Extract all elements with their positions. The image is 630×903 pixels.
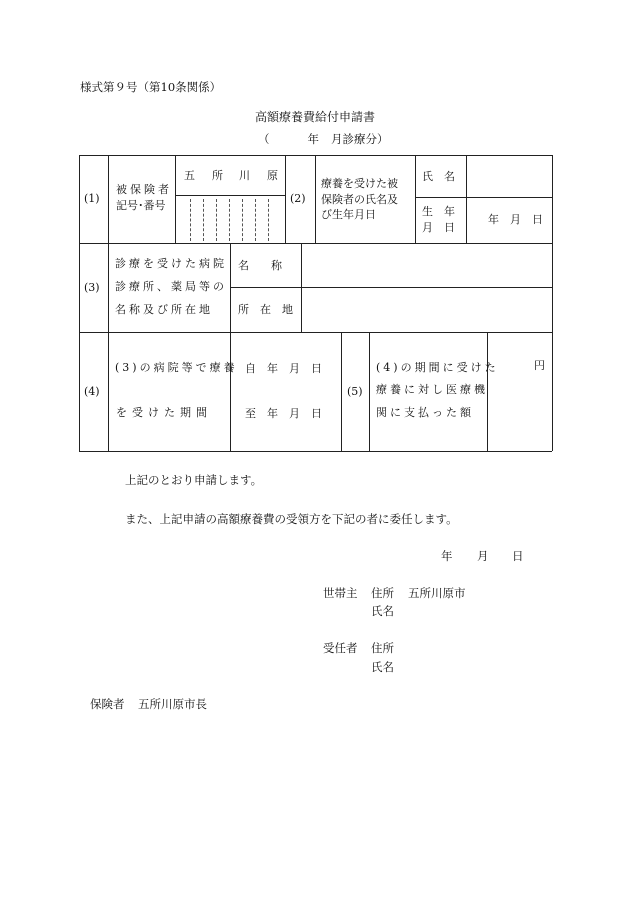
row-number-5: (5)	[347, 385, 363, 398]
birth-label-line1: 生 年	[422, 205, 455, 218]
date-year-label: 年	[441, 549, 453, 563]
table-line	[341, 332, 342, 451]
insurer-value: 五所川原市長	[138, 697, 207, 711]
table-line	[79, 451, 552, 452]
facility-name-label: 名 称	[238, 259, 282, 272]
householder-name-label: 氏名	[371, 604, 394, 618]
city-char: 川	[239, 169, 250, 182]
row-number-3: (3)	[84, 281, 100, 294]
facility-address-label: 所 在 地	[238, 303, 293, 316]
form-number-label: 様式第９号（第10条関係）	[80, 80, 222, 94]
patient-label-line3: び生年月日	[321, 208, 376, 221]
row-number-2: (2)	[290, 192, 306, 205]
hospital-label-line3: 名称及び所在地	[115, 303, 213, 316]
name-label: 氏 名	[422, 170, 455, 183]
digit-divider	[268, 199, 269, 241]
insurer-label: 保険者	[90, 697, 125, 711]
city-char: 原	[267, 169, 278, 182]
table-line	[285, 155, 286, 243]
table-line	[79, 332, 552, 333]
treatment-period-label-line2: を受けた期間	[116, 406, 212, 419]
table-line	[315, 155, 316, 243]
yen-unit: 円	[534, 359, 545, 372]
period-year-label: 年	[307, 132, 319, 146]
table-line	[466, 155, 467, 243]
table-line	[79, 155, 80, 451]
patient-label-line1: 療養を受けた被	[321, 177, 398, 190]
period-open-paren: （	[258, 132, 270, 146]
paid-amount-label-line3: 関に支払った額	[376, 406, 474, 419]
period-from-field: 自 年 月 日	[245, 362, 322, 375]
hospital-label-line2: 診療所、薬局等の	[115, 280, 227, 293]
treatment-period-label-line1: (3)の病院等で療養	[115, 361, 238, 374]
householder-address-label: 住所	[371, 586, 394, 600]
city-char: 所	[212, 169, 223, 182]
table-line	[230, 243, 231, 451]
table-line	[552, 155, 553, 451]
digit-divider	[229, 199, 230, 241]
paid-amount-label-line2: 療養に対し医療機	[376, 383, 488, 396]
table-line	[175, 195, 285, 196]
householder-role: 世帯主	[323, 586, 358, 600]
date-day-label: 日	[512, 549, 524, 563]
table-line	[301, 243, 302, 332]
delegate-name-label: 氏名	[371, 660, 394, 674]
application-statement: 上記のとおり申請します。	[125, 473, 263, 487]
digit-divider	[242, 199, 243, 241]
table-line	[230, 287, 552, 288]
table-line	[415, 197, 552, 198]
digit-divider	[203, 199, 204, 241]
city-char: 五	[184, 169, 195, 182]
paid-amount-label-line1: (4)の期間に受けた	[376, 361, 499, 374]
digit-divider	[255, 199, 256, 241]
table-line	[415, 155, 416, 243]
date-month-label: 月	[477, 549, 489, 563]
billing-period-line	[258, 131, 389, 147]
row-number-1: (1)	[84, 192, 100, 205]
table-line	[108, 155, 109, 451]
table-line	[369, 332, 370, 451]
birth-date-field: 年 月 日	[488, 213, 543, 226]
delegation-statement: また、上記申請の高額療養費の受領方を下記の者に委任します。	[125, 512, 458, 526]
hospital-label-line1: 診療を受けた病院	[115, 257, 227, 270]
delegate-role: 受任者	[323, 641, 358, 655]
patient-label-line2: 保険者の氏名及	[321, 193, 398, 206]
table-line	[79, 243, 552, 244]
digit-divider	[216, 199, 217, 241]
period-month-label: 月診療分）	[331, 132, 389, 146]
digit-divider	[190, 199, 191, 241]
table-line	[175, 155, 176, 243]
document-title: 高額療養費給付申請書	[254, 110, 375, 124]
period-to-field: 至 年 月 日	[245, 407, 322, 420]
householder-address-value: 五所川原市	[408, 586, 466, 600]
insured-number-label: 被保険者	[116, 183, 172, 196]
birth-label-line2: 月 日	[422, 221, 455, 234]
insured-number-label-2: 記号･番号	[116, 199, 166, 212]
delegate-address-label: 住所	[371, 641, 394, 655]
row-number-4: (4)	[84, 385, 100, 398]
